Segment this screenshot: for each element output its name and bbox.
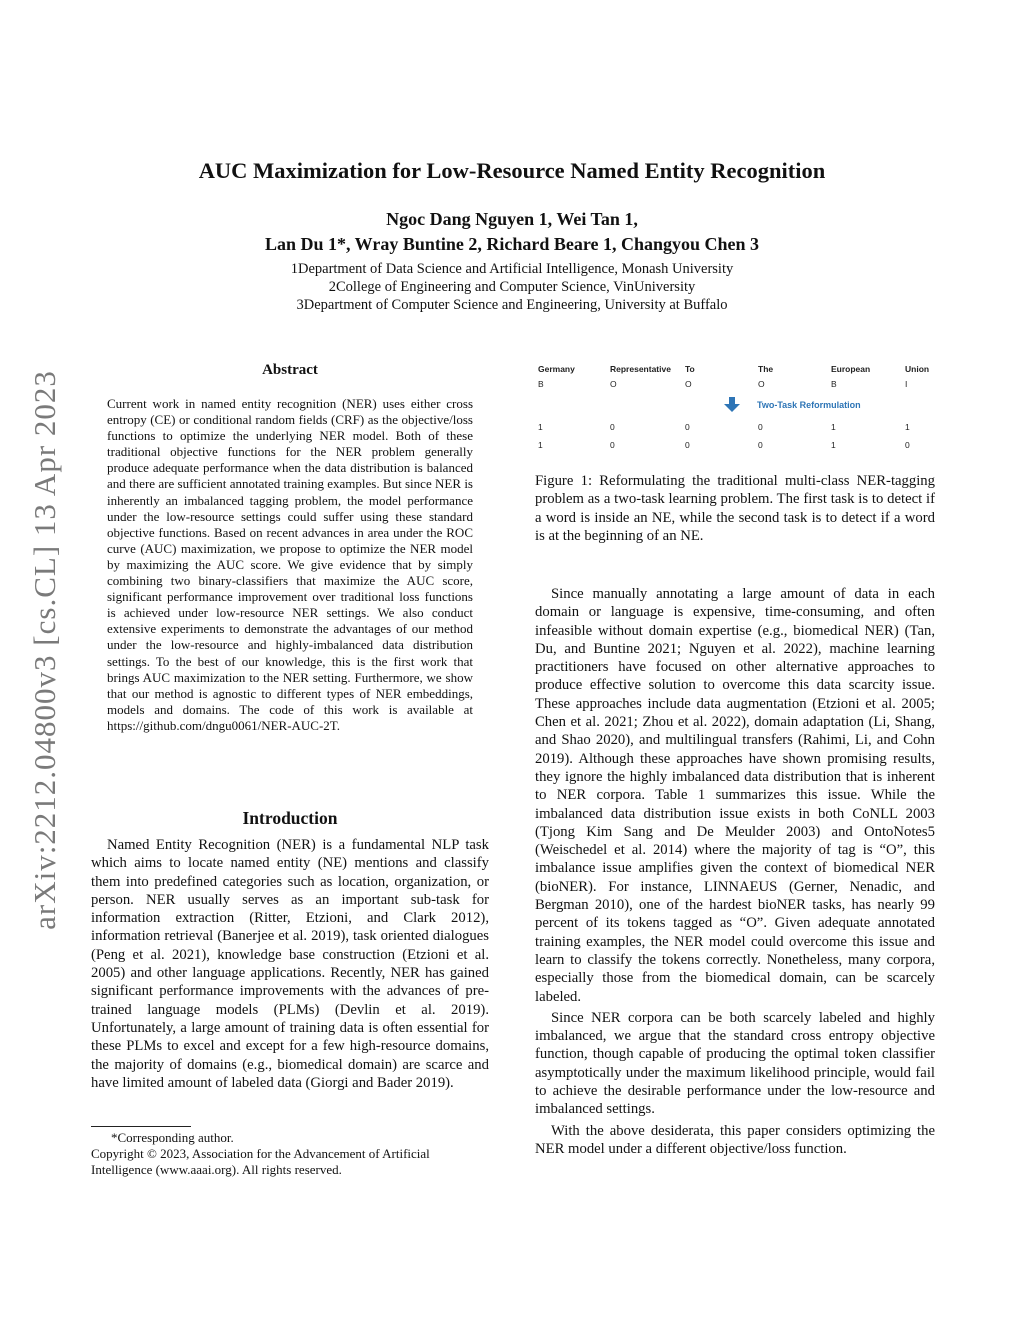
figure-caption: Figure 1: Reformulating the traditional multi-class NER-tagging problem as a two-task learning problem. The first task is to detect if a word is inside an NE, while the second task is to detect if a word is at the beginning of an NE. [535, 473, 935, 544]
tagging-diagram [535, 360, 935, 460]
footnote [91, 1130, 489, 1178]
affiliation-3: 3Department of Computer Science and Engineering, University at Buffalo [296, 297, 728, 313]
right-column-body [535, 585, 935, 1158]
figure-task1-tag: 0 [685, 422, 690, 432]
figure-bio-tag: B [831, 379, 837, 389]
affiliations [0, 260, 1024, 314]
figure-bio-tag: O [685, 379, 692, 389]
figure-word: Germany [538, 364, 575, 374]
task1-tag-row [538, 422, 910, 432]
figure-task2-tag: 0 [685, 440, 690, 450]
arxiv-identifier: arXiv:2212.04800v3 [cs.CL] 13 Apr 2023 [27, 370, 62, 930]
figure-bio-tag: O [610, 379, 617, 389]
introduction-body [91, 836, 489, 1092]
figure-task1-tag: 0 [610, 422, 615, 432]
authors-line-1: Ngoc Dang Nguyen 1, Wei Tan 1, [386, 209, 638, 229]
footnote-divider [91, 1126, 191, 1127]
figure-word: European [831, 364, 871, 374]
right-paragraph-3: With the above desiderata, this paper considers optimizing the NER model under a different objective/loss function. [535, 1122, 935, 1157]
figure-bio-tag: O [758, 379, 765, 389]
affiliation-1: 1Department of Data Science and Artificial Intelligence, Monash University [290, 261, 734, 277]
figure-task2-tag: 0 [905, 440, 910, 450]
abstract-text: Current work in named entity recognition (NER) uses either cross entropy (CE) or conditional random fields (CRF) as the objective/loss functions to optimize the underlying NER model. Both of these traditional objective functions for the NER problem generally produce adequate performance when the data distribution is balanced and there are sufficient annotated training examples. But since NER is inherently an imbalanced tagging problem, the model performance under the low-resource settings could suffer using these standard objective functions. Based on recent advances in area under the ROC curve (AUC) maximization, we propose to optimize the NER model by maximizing the AUC score. We give evidence that by simply combining two binary-classifiers that maximize the AUC score, significant performance improvement over traditional loss functions is achieved under low-resource NER settings. We also conduct extensive experiments to demonstrate the advantages of our method under the low-resource and highly-imbalanced data distribution settings. To the best of our knowledge, this is the first work that brings AUC maximization to the NER setting. Furthermore, we show that our method is agnostic to different types of NER embeddings, models and domains. The code of this work is available at https://github.com/dngu0061/NER-AUC-2T. [107, 396, 473, 733]
corresponding-author-note: *Corresponding author. [111, 1130, 234, 1145]
figure-task2-tag: 1 [538, 440, 543, 450]
paper-title: AUC Maximization for Low-Resource Named Entity Recognition [198, 158, 826, 183]
figure-task1-tag: 1 [905, 422, 910, 432]
copyright-note: Copyright © 2023, Association for the Advancement of Artificial Intelligence (www.aaai.org). All rights reserved. [91, 1146, 430, 1177]
affiliation-2: 2College of Engineering and Computer Science, VinUniversity [328, 279, 696, 295]
task2-tag-row [538, 440, 910, 450]
figure-bio-tag: I [905, 379, 908, 389]
figure-1 [535, 360, 935, 460]
figure-word: The [758, 364, 774, 374]
right-paragraph-1: Since manually annotating a large amount of data in each domain or language is expensive, time-consuming, and often infeasible without domain expertise (e.g., biomedical NER) (Tan, Du, and Buntine 2021; Nguyen et al. 2022), machine learning practitioners have focused on other alternative approaches to produce effective solution to overcome this data scarcity issue. These approaches include data augmentation (Etzioni et al. 2005; Chen et al. 2021; Zhou et al. 2022), domain adaptation (Li, Shang, and Shao 2020), and multilingual transfers (Rahimi, Li, and Cohn 2019). Although these approaches have shown promising results, they ignore the highly imbalanced data distribution that is inherent to NER corpora. Table 1 summarizes this issue. While the imbalanced data distribution issue exists in both CoNLL 2003 (Tjong Kim Sang and De Meulder 2003) and OntoNotes5 (Weischedel et al. 2014) where the majority of tag is “O”, this imbalance issue amplifies given the context of biomedical NER (bioNER). For instance, LINNAEUS (Gerner, Nenadic, and Bergman 2010), one of the hardest bioNER tasks, has nearly 99 percent of its tokens tagged as “O”. Given adequate annotated training examples, the NER model could overcome this issue and learn to classify the tokens correctly. Nonetheless, many corpora, especially those from the biomedical domain, can be scarcely labeled. [535, 586, 935, 1005]
right-paragraph-2: Since NER corpora can be both scarcely labeled and highly imbalanced, we argue that the standard cross entropy objective function, though capable of producing the optimal token classifier asymptotically under the maximum likelihood principle, would fail to achieve the desirable performance under the low-resource and imbalanced settings. [535, 1009, 935, 1118]
figure-task2-tag: 0 [758, 440, 763, 450]
figure-task2-tag: 1 [831, 440, 836, 450]
figure-task1-tag: 0 [758, 422, 763, 432]
introduction-paragraph: Named Entity Recognition (NER) is a fundamental NLP task which aims to locate named entity (NE) mentions and classify them into predefined categories such as location, organization, or person. NER usually serves as an important sub-task for information extraction (Ritter, Etzioni, and Clark 2012), information retrieval (Banerjee et al. 2019), task oriented dialogues (Peng et al. 2021), knowledge base construction (Etzioni et al. 2005) and other language applications. Recently, NER has gained significant performance improvements with the advances of pre-trained language models (PLMs) (Devlin et al. 2019). Unfortunately, a large amount of training data is often essential for these PLMs to excel and except for a few high-resource domains, the majority of domains (e.g., biomedical domain) are scarce and have limited amount of labeled data (Giorgi and Bader 2019). [91, 837, 489, 1091]
figure-word: Representative [610, 364, 671, 374]
word-row [538, 364, 929, 374]
figure-word: To [685, 364, 695, 374]
abstract-heading: Abstract [262, 362, 318, 378]
figure-task2-tag: 0 [610, 440, 615, 450]
authors-line-2: Lan Du 1*, Wray Buntine 2, Richard Beare 1, Changyou Chen 3 [264, 234, 760, 254]
figure-task1-tag: 1 [538, 422, 543, 432]
figure-task1-tag: 1 [831, 422, 836, 432]
reformulation-label: Two-Task Reformulation [757, 400, 861, 410]
introduction-heading: Introduction [242, 808, 338, 828]
figure-word: Union [905, 364, 930, 374]
bio-tag-row [538, 379, 907, 389]
figure-bio-tag: B [538, 379, 544, 389]
down-arrow-icon [724, 397, 740, 412]
author-block [0, 207, 1024, 257]
